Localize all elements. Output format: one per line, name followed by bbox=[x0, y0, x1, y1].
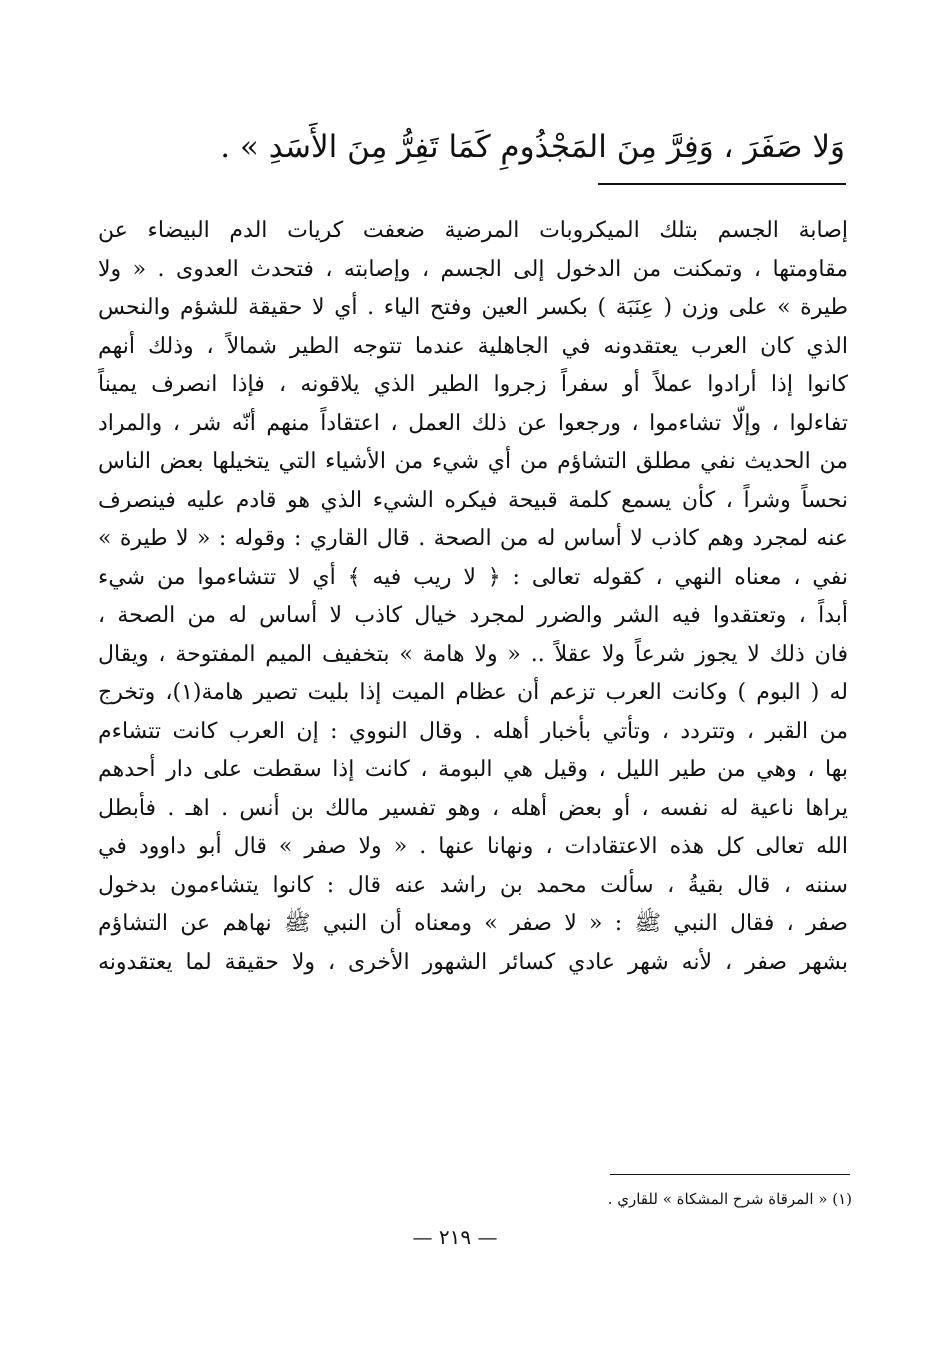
body-line: كانوا إذا أرادوا عملاً أو سفراً زجروا الطير الذي يلاقونه ، فإذا انصرف يميناً bbox=[98, 372, 848, 397]
page-number: — ٢١٩ — bbox=[412, 1225, 498, 1249]
body-line: تفاءلوا ، وإلّا تشاءموا ، ورجعوا عن ذلك العمل ، اعتقاداً منهم أنّه شر ، والمراد bbox=[98, 410, 848, 436]
body-line: مقاومتها ، وتمكنت من الدخول إلى الجسم ، وإصابته ، فتحدث العدوى . « ولا bbox=[98, 256, 848, 282]
body-line: نحساً وشراً ، كأن يسمع كلمة قبيحة فيكره الشيء الذي هو قادم عليه فينصرف bbox=[98, 487, 848, 513]
hadith-text: وَلا صَفَرَ ، وَفِرَّ مِنَ المَجْذُومِ كَمَا تَفِرُّ مِنَ الأَسَدِ » . bbox=[220, 129, 845, 165]
body-line: الذي كان العرب يعتقدونه في الجاهلية عندما تتوجه الطير شمالاً ، وذلك أنهم bbox=[98, 333, 848, 359]
body-line: عنه لمجرد وهم كاذب لا أساس له من الصحة . قال القاري : وقوله : « لا طيرة » bbox=[98, 526, 848, 551]
body-text bbox=[98, 212, 848, 982]
body-line: من القبر ، وتتردد ، وتأتي بأخبار أهله . وقال النووي : إن العرب كانت تتشاءم bbox=[98, 718, 848, 744]
body-line: يراها ناعية له نفسه ، أو بعض أهله ، وهو تفسير مالك بن أنس . اهـ . فأبطل bbox=[98, 795, 848, 821]
separator-rule bbox=[598, 183, 846, 185]
body-line: له ( البوم ) وكانت العرب تزعم أن عظام الميت إذا بليت تصير هامة(١)، وتخرج bbox=[98, 680, 848, 705]
body-line: الله تعالى كل هذه الاعتقادات ، ونهانا عنها . « ولا صفر » قال أبو داوود في bbox=[98, 834, 848, 859]
body-line: من الحديث نفي مطلق التشاؤم من أي شيء من الأشياء التي يتخيلها بعض الناس bbox=[98, 449, 848, 474]
body-line: فان ذلك لا يجوز شرعاً ولا عقلاً .. « ولا هامة » بتخفيف الميم المفتوحة ، ويقال bbox=[98, 641, 848, 667]
body-line: صفر ، فقال النبي ﷺ : « لا صفر » ومعناه أن النبي ﷺ نهاهم عن التشاؤم bbox=[98, 911, 848, 936]
body-line: إصابة الجسم بتلك الميكروبات المرضية ضعفت كريات الدم البيضاء عن bbox=[98, 218, 848, 243]
body-line: بها ، وهي من طير الليل ، وقيل هي البومة ، كانت إذا سقطت على دار أحدهم bbox=[98, 757, 848, 782]
footnote: (١) « المرقاة شرح المشكاة » للقاري . bbox=[607, 1190, 852, 1208]
body-line: أبداً ، وتعتقدوا فيه الشر والضرر لمجرد خيال كاذب لا أساس له من الصحة ، bbox=[98, 603, 848, 628]
body-line: سننه ، قال بقيةُ ، سألت محمد بن راشد عنه قال : كانوا يتشاءمون بدخول bbox=[98, 872, 848, 898]
body-line: طيرة » على وزن ( عِنَبَة ) بكسر العين وفتح الياء . أي لا حقيقة للشؤم والنحس bbox=[98, 295, 848, 320]
body-line: بشهر صفر ، لأنه شهر عادي كسائر الشهور الأخرى ، ولا حقيقة لما يعتقدونه bbox=[98, 949, 848, 975]
footnote-rule bbox=[610, 1174, 850, 1175]
body-line: نفي ، معناه النهي ، كقوله تعالى : ﴿ لا ريب فيه ﴾ أي لا تتشاءموا من شيء bbox=[98, 564, 848, 590]
